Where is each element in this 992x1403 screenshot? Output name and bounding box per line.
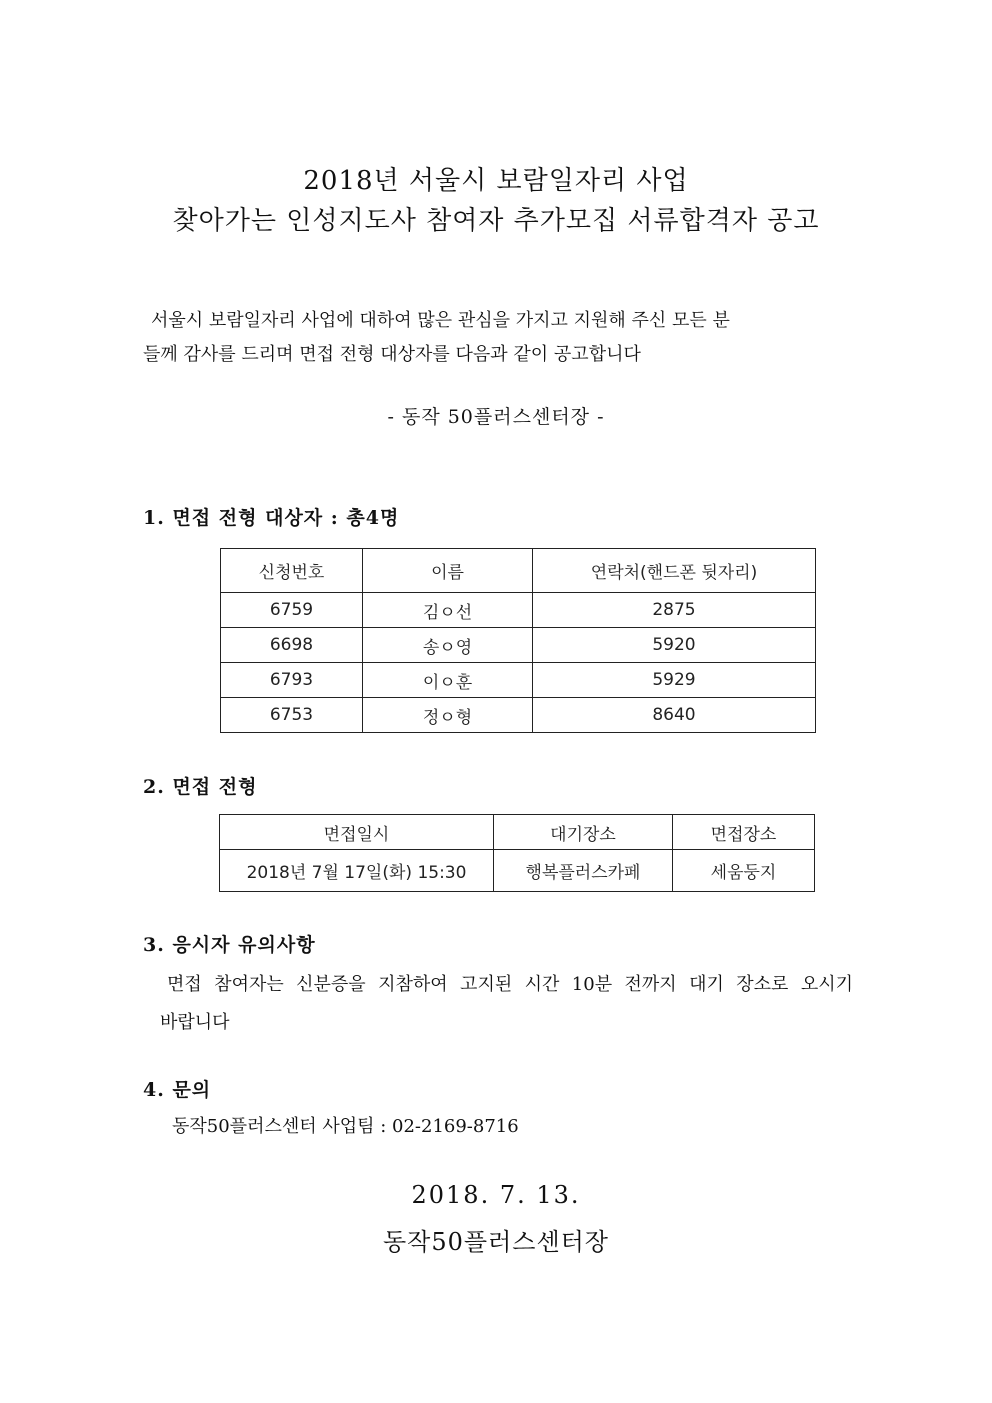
table-row xyxy=(221,593,816,628)
contact-info: 동작50플러스센터 사업팀 : 02-2169-8716 xyxy=(172,1116,519,1137)
cell-number: 6698 xyxy=(221,628,363,663)
cell-interview-place: 세움둥지 xyxy=(673,850,815,892)
cell-waiting-place: 행복플러스카페 xyxy=(494,850,673,892)
table-row xyxy=(221,628,816,663)
header-waiting-place: 대기장소 xyxy=(494,815,673,850)
center-label: - 동작 50플러스센터장 - xyxy=(387,406,605,428)
section-1-heading: 1. 면접 전형 대상자 : 총4명 xyxy=(143,507,400,529)
cell-number: 6793 xyxy=(221,663,363,698)
cell-name: 김ㅇ선 xyxy=(363,593,533,628)
header-name: 이름 xyxy=(363,549,533,593)
title-line-2: 찾아가는 인성지도사 참여자 추가모집 서류합격자 공고 xyxy=(172,206,820,236)
table-row xyxy=(221,698,816,733)
notice-line-1: 면접 참여자는 신분증을 지참하여 고지된 시간 10분 전까지 대기 장소로 오시기 xyxy=(167,974,853,995)
cell-number: 6753 xyxy=(221,698,363,733)
cell-number: 6759 xyxy=(221,593,363,628)
title-line-1: 2018년 서울시 보람일자리 사업 xyxy=(303,166,689,196)
table-header-row xyxy=(220,815,815,850)
cell-name: 정ㅇ형 xyxy=(363,698,533,733)
header-contact: 연락처(핸드폰 뒷자리) xyxy=(533,549,816,593)
interview-table xyxy=(219,814,815,892)
cell-name: 송ㅇ영 xyxy=(363,628,533,663)
header-interview-place: 면접장소 xyxy=(673,815,815,850)
notice-line-2: 바랍니다 xyxy=(160,1012,230,1033)
cell-interview-datetime: 2018년 7월 17일(화) 15:30 xyxy=(220,850,494,892)
cell-contact: 2875 xyxy=(533,593,816,628)
section-2-heading: 2. 면접 전형 xyxy=(143,776,258,798)
cell-name: 이ㅇ훈 xyxy=(363,663,533,698)
cell-contact: 5920 xyxy=(533,628,816,663)
cell-contact: 8640 xyxy=(533,698,816,733)
intro-line-1: 서울시 보람일자리 사업에 대하여 많은 관심을 가지고 지원해 주신 모든 분 xyxy=(151,310,730,331)
cell-contact: 5929 xyxy=(533,663,816,698)
footer-date: 2018. 7. 13. xyxy=(411,1181,581,1209)
header-application-number: 신청번호 xyxy=(221,549,363,593)
intro-line-2: 들께 감사를 드리며 면접 전형 대상자를 다음과 같이 공고합니다 xyxy=(143,344,641,365)
candidates-table xyxy=(220,548,816,733)
header-interview-datetime: 면접일시 xyxy=(220,815,494,850)
table-row xyxy=(220,850,815,892)
footer-organization: 동작50플러스센터장 xyxy=(382,1228,609,1256)
table-row xyxy=(221,663,816,698)
intro-paragraph xyxy=(143,304,853,372)
table-header-row xyxy=(221,549,816,593)
section-4-heading: 4. 문의 xyxy=(143,1079,212,1101)
section-3-heading: 3. 응시자 유의사항 xyxy=(143,934,316,956)
